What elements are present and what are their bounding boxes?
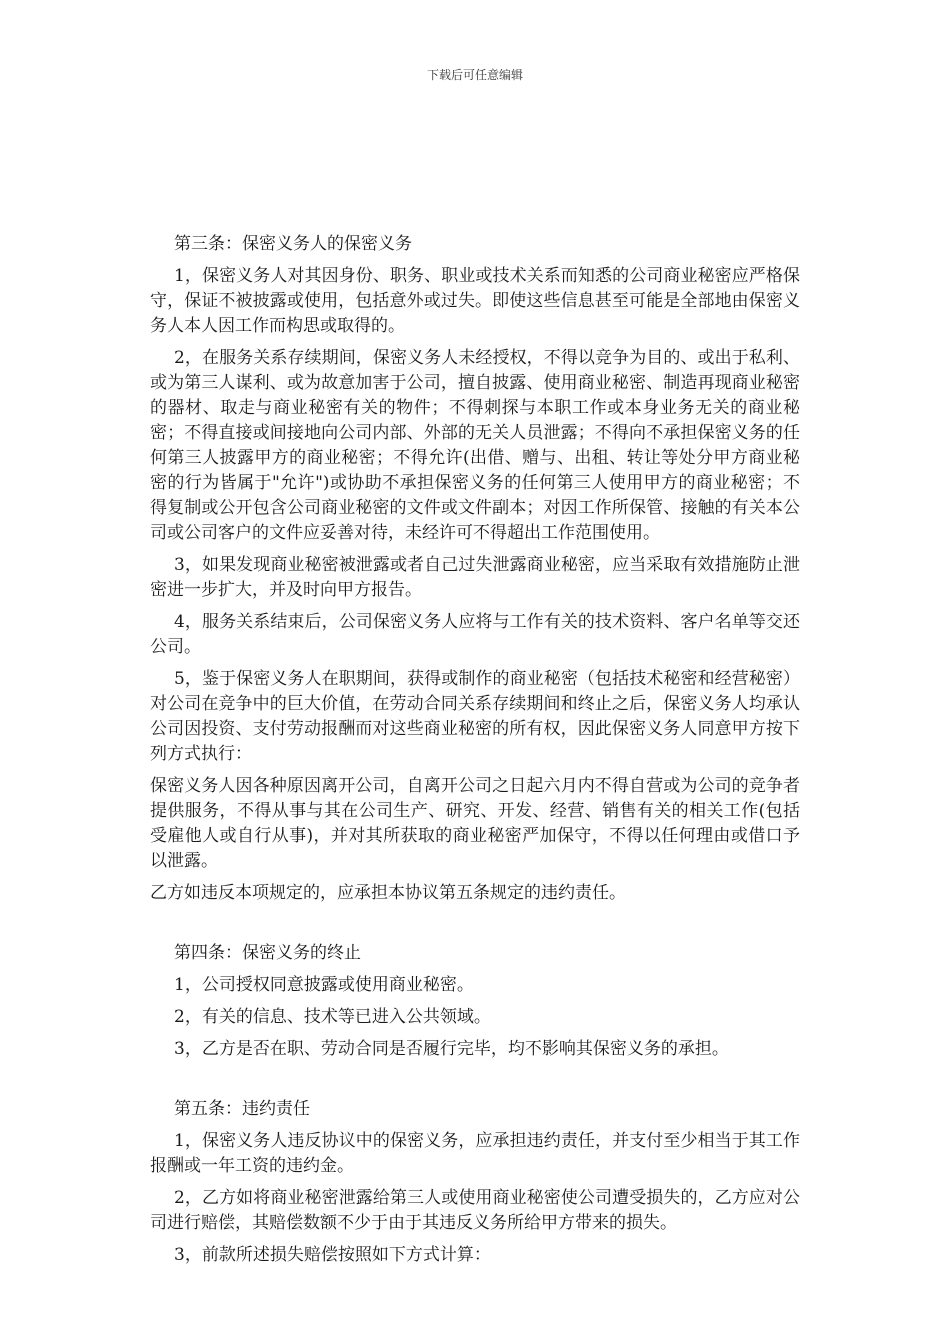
paragraph: 3，如果发现商业秘密被泄露或者自己过失泄露商业秘密，应当采取有效措施防止泄密进一步扩大，并及时向甲方报告。 <box>150 555 800 600</box>
section-article-4 <box>150 941 800 1062</box>
paragraph: 保密义务人因各种原因离开公司，自离开公司之日起六月内不得自营或为公司的竞争者提供服务，不得从事与其在公司生产、研究、开发、经营、销售有关的相关工作(包括受雇他人或自行从事)，并对其所获取的商业秘密严加保守，不得以任何理由或借口予以泄露。 <box>150 776 800 871</box>
paragraph: 2，有关的信息、技术等已进入公共领域。 <box>174 1007 491 1027</box>
section-spacer <box>150 1069 800 1097</box>
paragraph: 3，前款所述损失赔偿按照如下方式计算： <box>174 1245 491 1265</box>
paragraph: 乙方如违反本项规定的，应承担本协议第五条规定的违约责任。 <box>150 883 626 903</box>
paragraph: 1，保密义务人违反协议中的保密义务，应承担违约责任，并支付至少相当于其工作报酬或一年工资的违约金。 <box>150 1131 800 1176</box>
section-article-3 <box>150 232 800 906</box>
paragraph: 2，乙方如将商业秘密泄露给第三人或使用商业秘密使公司遭受损失的，乙方应对公司进行赔偿，其赔偿数额不少于由于其违反义务所给甲方带来的损失。 <box>150 1188 800 1233</box>
section-heading: 第四条：保密义务的终止 <box>174 943 361 963</box>
paragraph: 2，在服务关系存续期间，保密义务人未经授权，不得以竞争为目的、或出于私利、或为第三人谋利、或为故意加害于公司，擅自披露、使用商业秘密、制造再现商业秘密的器材、取走与商业秘密有关的物件；不得刺探与本职工作或本身业务无关的商业秘密；不得直接或间接地向公司内部、外部的无关人员泄露；不得向不承担保密义务的任何第三人披露甲方的商业秘密；不得允许(出借、赠与、出租、转让等处分甲方商业秘密的行为皆属于"允许")或协助不承担保密义务的任何第三人使用甲方的商业秘密；不得复制或公开包含公司商业秘密的文件或文件副本；对因工作所保管、接触的有关本公司或公司客户的文件应妥善对待，未经许可不得超出工作范围使用。 <box>150 348 800 543</box>
section-spacer <box>150 913 800 941</box>
section-heading: 第三条：保密义务人的保密义务 <box>174 234 412 254</box>
page-header-note: 下载后可任意编辑 <box>426 68 523 82</box>
paragraph: 3，乙方是否在职、劳动合同是否履行完毕，均不影响其保密义务的承担。 <box>174 1039 729 1059</box>
paragraph: 5，鉴于保密义务人在职期间，获得或制作的商业秘密（包括技术秘密和经营秘密）对公司在竞争中的巨大价值，在劳动合同关系存续期间和终止之后，保密义务人均承认公司因投资、支付劳动报酬而对这些商业秘密的所有权，因此保密义务人同意甲方按下列方式执行： <box>150 669 800 764</box>
paragraph: 1，公司授权同意披露或使用商业秘密。 <box>174 975 474 995</box>
paragraph: 4，服务关系结束后，公司保密义务人应将与工作有关的技术资料、客户名单等交还公司。 <box>150 612 800 657</box>
document-body <box>150 232 800 1275</box>
section-heading: 第五条：违约责任 <box>174 1099 310 1119</box>
section-article-5 <box>150 1097 800 1268</box>
paragraph: 1，保密义务人对其因身份、职务、职业或技术关系而知悉的公司商业秘密应严格保守，保证不被披露或使用，包括意外或过失。即使这些信息甚至可能是全部地由保密义务人本人因工作而构思或取得的。 <box>150 266 800 336</box>
